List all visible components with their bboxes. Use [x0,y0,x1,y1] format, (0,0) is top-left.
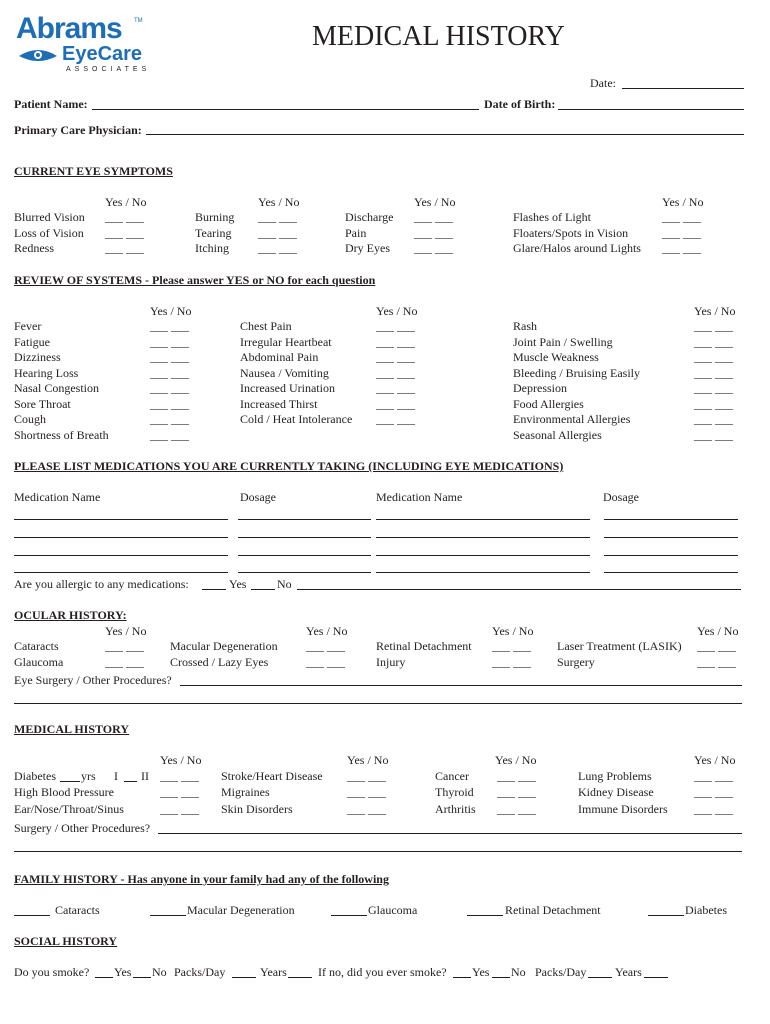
symptom-label: Loss of Vision [14,226,84,240]
logo-associates: ASSOCIATES [66,66,151,73]
ros-yesno-2: Yes / No [376,304,418,318]
ros-item: Cold / Heat Intolerance [240,412,353,426]
ros-item: Increased Thirst [240,397,318,411]
ros-item: Nasal Congestion [14,381,99,395]
allergy-yes-label: Yes [229,577,247,591]
medication-name-field[interactable] [14,519,228,520]
symptom-label: Burning [195,210,235,224]
logo-trademark: TM [134,18,143,24]
medical-item: Thyroid [435,785,474,799]
family-diabetes-field[interactable] [648,915,684,916]
ros-item: Joint Pain / Swelling [513,335,613,349]
medical-surgery-field-2[interactable] [14,851,742,852]
symptom-label: Tearing [195,226,232,240]
diabetes-type2-label: II [141,769,149,783]
symptom-label: Discharge [345,210,394,224]
ever-smoke-no-blank[interactable] [492,977,510,978]
dob-label: Date of Birth: [484,97,556,111]
dosage-header: Dosage [240,490,276,504]
smoke-no-label: No [152,965,167,979]
yes-no-blank[interactable]: ___ ___ [694,350,733,364]
yes-no-blank[interactable]: ___ ___ [697,655,736,669]
medical-item: Immune Disorders [578,802,668,816]
family-glaucoma-field[interactable] [331,915,367,916]
yes-no-blank[interactable]: ___ ___ [150,412,189,426]
medication-name-field[interactable] [376,537,590,538]
diabetes-type-field[interactable] [124,781,137,782]
ever-smoke-yes-label: Yes [472,965,490,979]
medical-surgery-label: Surgery / Other Procedures? [14,821,151,835]
medical-item: Skin Disorders [221,802,293,816]
yes-no-blank[interactable]: ___ ___ [105,639,144,653]
logo-sub: EyeCare [62,43,143,65]
yes-no-blank[interactable]: ___ ___ [694,802,733,816]
family-item: Cataracts [55,903,100,917]
ros-item: Abdominal Pain [240,350,319,364]
yes-no-blank[interactable]: ___ ___ [150,366,189,380]
dob-field[interactable] [558,109,744,110]
ever-smoke-no-label: No [511,965,526,979]
ocular-item: Glaucoma [14,655,64,669]
yes-no-blank[interactable]: ___ ___ [694,366,733,380]
yes-no-blank[interactable]: ___ ___ [376,412,415,426]
ros-item: Seasonal Allergies [513,428,602,442]
yes-no-blank[interactable]: ___ ___ [694,428,733,442]
yes-no-blank[interactable]: ___ ___ [150,381,189,395]
symptom-label: Redness [14,241,54,255]
ros-heading: REVIEW OF SYSTEMS - Please answer YES or NO for each question [14,273,376,287]
medication-name-field[interactable] [14,537,228,538]
pcp-label: Primary Care Physician: [14,123,142,137]
ros-yesno-3: Yes / No [694,304,736,318]
yes-no-blank[interactable]: ___ ___ [694,769,733,783]
ros-item: Bleeding / Bruising Easily [513,366,640,380]
ocular-item: Retinal Detachment [376,639,472,653]
dosage-field[interactable] [238,519,371,520]
smoke-no-blank[interactable] [133,977,151,978]
medication-name-field[interactable] [376,519,590,520]
allergy-details-field[interactable] [297,589,741,590]
ocular-item: Macular Degeneration [170,639,278,653]
yes-no-blank[interactable]: ___ ___ [150,335,189,349]
ros-item: Food Allergies [513,397,584,411]
ros-item: Muscle Weakness [513,350,599,364]
social-history-heading: SOCIAL HISTORY [14,934,118,948]
medication-name-field[interactable] [376,572,590,573]
ocular-yesno-4: Yes / No [697,624,739,638]
family-cataracts-field[interactable] [14,915,50,916]
medical-item: Stroke/Heart Disease [221,769,323,783]
packs-day-label: Packs/Day [174,965,226,979]
smoke-question: Do you smoke? [14,965,90,979]
family-item: Macular Degeneration [187,903,295,917]
family-macular-field[interactable] [150,915,186,916]
yes-no-blank[interactable]: ___ ___ [160,785,199,799]
symptom-label: Glare/Halos around Lights [513,241,641,255]
family-item: Glaucoma [368,903,418,917]
yes-no-blank[interactable]: ___ ___ [376,335,415,349]
yes-no-blank[interactable]: ___ ___ [306,639,345,653]
yes-no-blank[interactable]: ___ ___ [497,769,536,783]
years-label: Years [260,965,287,979]
medical-yesno-4: Yes / No [694,753,736,767]
ever-packs-day-field[interactable] [588,977,612,978]
ocular-yesno-2: Yes / No [306,624,348,638]
medical-item: High Blood Pressure [14,785,114,799]
yes-no-blank[interactable]: ___ ___ [497,802,536,816]
yes-no-blank[interactable]: ___ ___ [150,319,189,333]
yes-no-blank[interactable]: ___ ___ [376,397,415,411]
yes-no-blank[interactable]: ___ ___ [306,655,345,669]
yes-no-blank[interactable]: ___ ___ [258,241,297,255]
symptom-label: Floaters/Spots in Vision [513,226,629,240]
date-label: Date: [590,76,616,90]
eye-surgery-field[interactable] [180,685,742,686]
dosage-field[interactable] [604,537,738,538]
ocular-item: Injury [376,655,406,669]
medical-item: Lung Problems [578,769,652,783]
yes-no-blank[interactable]: ___ ___ [347,802,386,816]
ros-item: Increased Urination [240,381,335,395]
allergy-yes-blank[interactable] [202,589,226,590]
eye-yesno-4: Yes / No [662,195,704,209]
symptom-label: Dry Eyes [345,241,390,255]
yes-no-blank[interactable]: ___ ___ [150,428,189,442]
yes-no-blank[interactable]: ___ ___ [662,210,701,224]
ros-item: Nausea / Vomiting [240,366,329,380]
ros-item: Sore Throat [14,397,71,411]
ros-item: Fatigue [14,335,50,349]
medication-name-field[interactable] [376,555,590,556]
page-title: MEDICAL HISTORY [312,21,565,52]
ros-yesno-1: Yes / No [150,304,192,318]
ros-item: Fever [14,319,42,333]
yes-no-blank[interactable]: ___ ___ [497,785,536,799]
years-field[interactable] [288,977,312,978]
medical-item: Arthritis [435,802,476,816]
ever-years-field[interactable] [644,977,668,978]
diabetes-label: Diabetes [14,769,56,783]
ocular-item: Laser Treatment (LASIK) [557,639,682,653]
patient-name-label: Patient Name: [14,97,88,111]
ros-item: Cough [14,412,47,426]
ros-item: Dizziness [14,350,61,364]
dosage-header: Dosage [603,490,639,504]
ros-item: Environmental Allergies [513,412,631,426]
symptom-label: Itching [195,241,229,255]
smoke-yes-label: Yes [114,965,132,979]
eye-yesno-2: Yes / No [258,195,300,209]
date-field[interactable] [622,88,744,89]
pcp-field[interactable] [146,134,744,135]
yes-no-blank[interactable]: ___ ___ [492,639,531,653]
medical-history-heading: MEDICAL HISTORY [14,722,130,736]
ocular-item: Crossed / Lazy Eyes [170,655,269,669]
medications-heading: PLEASE LIST MEDICATIONS YOU ARE CURRENTLY TAKING (INCLUDING EYE MEDICATIONS) [14,459,564,473]
yes-no-blank[interactable]: ___ ___ [376,381,415,395]
symptom-label: Pain [345,226,367,240]
ocular-heading: OCULAR HISTORY: [14,608,127,622]
medical-yesno-3: Yes / No [495,753,537,767]
family-retinal-field[interactable] [467,915,503,916]
symptom-label: Blurred Vision [14,210,85,224]
ever-years-label: Years [615,965,642,979]
yes-no-blank[interactable]: ___ ___ [105,655,144,669]
logo-brand: Abrams [16,12,122,45]
yes-no-blank[interactable]: ___ ___ [694,412,733,426]
family-item: Diabetes [685,903,727,917]
medication-name-field[interactable] [14,555,228,556]
allergy-no-label: No [277,577,292,591]
yes-no-blank[interactable]: ___ ___ [347,769,386,783]
eye-surgery-field-2[interactable] [14,703,742,704]
eye-icon [18,46,58,64]
family-history-heading: FAMILY HISTORY - Has anyone in your family had any of the following [14,872,389,886]
yes-no-blank[interactable]: ___ ___ [150,397,189,411]
yes-no-blank[interactable]: ___ ___ [105,241,144,255]
medical-item: Ear/Nose/Throat/Sinus [14,802,124,816]
yes-no-blank[interactable]: ___ ___ [697,639,736,653]
eye-yesno-3: Yes / No [414,195,456,209]
family-item: Retinal Detachment [505,903,601,917]
dosage-field[interactable] [238,537,371,538]
medication-name-header: Medication Name [14,490,101,504]
dosage-field[interactable] [238,555,371,556]
medical-item: Kidney Disease [578,785,654,799]
ever-smoke-question: If no, did you ever smoke? [318,965,447,979]
patient-name-field[interactable] [92,109,479,110]
medication-name-field[interactable] [14,572,228,573]
medical-item: Migraines [221,785,270,799]
medical-yesno-1: Yes / No [160,753,202,767]
smoke-yes-blank[interactable] [95,977,113,978]
yes-no-blank[interactable]: ___ ___ [694,381,733,395]
yes-no-blank[interactable]: ___ ___ [694,319,733,333]
diabetes-years-field[interactable] [60,781,80,782]
dosage-field[interactable] [604,555,738,556]
ocular-yesno-3: Yes / No [492,624,534,638]
yes-no-blank[interactable]: ___ ___ [150,350,189,364]
diabetes-yrs-label: yrs [81,769,96,783]
medical-item: Cancer [435,769,469,783]
ros-item: Shortness of Breath [14,428,109,442]
yes-no-blank[interactable]: ___ ___ [376,350,415,364]
dosage-field[interactable] [238,572,371,573]
yes-no-blank[interactable]: ___ ___ [105,210,144,224]
medical-yesno-2: Yes / No [347,753,389,767]
yes-no-blank[interactable]: ___ ___ [694,335,733,349]
eye-surgery-label: Eye Surgery / Other Procedures? [14,673,172,687]
yes-no-blank[interactable]: ___ ___ [492,655,531,669]
yes-no-blank[interactable]: ___ ___ [347,785,386,799]
yes-no-blank[interactable]: ___ ___ [376,319,415,333]
yes-no-blank[interactable]: ___ ___ [662,241,701,255]
diabetes-type1-label: I [114,769,118,783]
yes-no-blank[interactable]: ___ ___ [662,226,701,240]
ros-item: Depression [513,381,567,395]
yes-no-blank[interactable]: ___ ___ [258,226,297,240]
allergy-no-blank[interactable] [251,589,275,590]
ros-item: Hearing Loss [14,366,79,380]
ocular-item: Surgery [557,655,595,669]
dosage-field[interactable] [604,572,738,573]
medication-name-header: Medication Name [376,490,463,504]
ocular-item: Cataracts [14,639,59,653]
yes-no-blank[interactable]: ___ ___ [694,785,733,799]
ever-smoke-yes-blank[interactable] [453,977,471,978]
allergy-question: Are you allergic to any medications: [14,577,189,591]
medical-surgery-field[interactable] [158,833,742,834]
packs-day-field[interactable] [232,977,256,978]
yes-no-blank[interactable]: ___ ___ [414,226,453,240]
ocular-yesno-1: Yes / No [105,624,147,638]
yes-no-blank[interactable]: ___ ___ [160,802,199,816]
yes-no-blank[interactable]: ___ ___ [414,210,453,224]
eye-symptoms-heading: CURRENT EYE SYMPTOMS [14,164,173,178]
ros-item: Irregular Heartbeat [240,335,332,349]
ros-item: Rash [513,319,537,333]
yes-no-blank[interactable]: ___ ___ [258,210,297,224]
yes-no-blank[interactable]: ___ ___ [414,241,453,255]
yes-no-blank[interactable]: ___ ___ [105,226,144,240]
yes-no-blank[interactable]: ___ ___ [376,366,415,380]
yes-no-blank[interactable]: ___ ___ [160,769,199,783]
dosage-field[interactable] [604,519,738,520]
eye-yesno-1: Yes / No [105,195,147,209]
symptom-label: Flashes of Light [513,210,591,224]
ever-packs-day-label: Packs/Day [535,965,587,979]
ros-item: Chest Pain [240,319,292,333]
yes-no-blank[interactable]: ___ ___ [694,397,733,411]
